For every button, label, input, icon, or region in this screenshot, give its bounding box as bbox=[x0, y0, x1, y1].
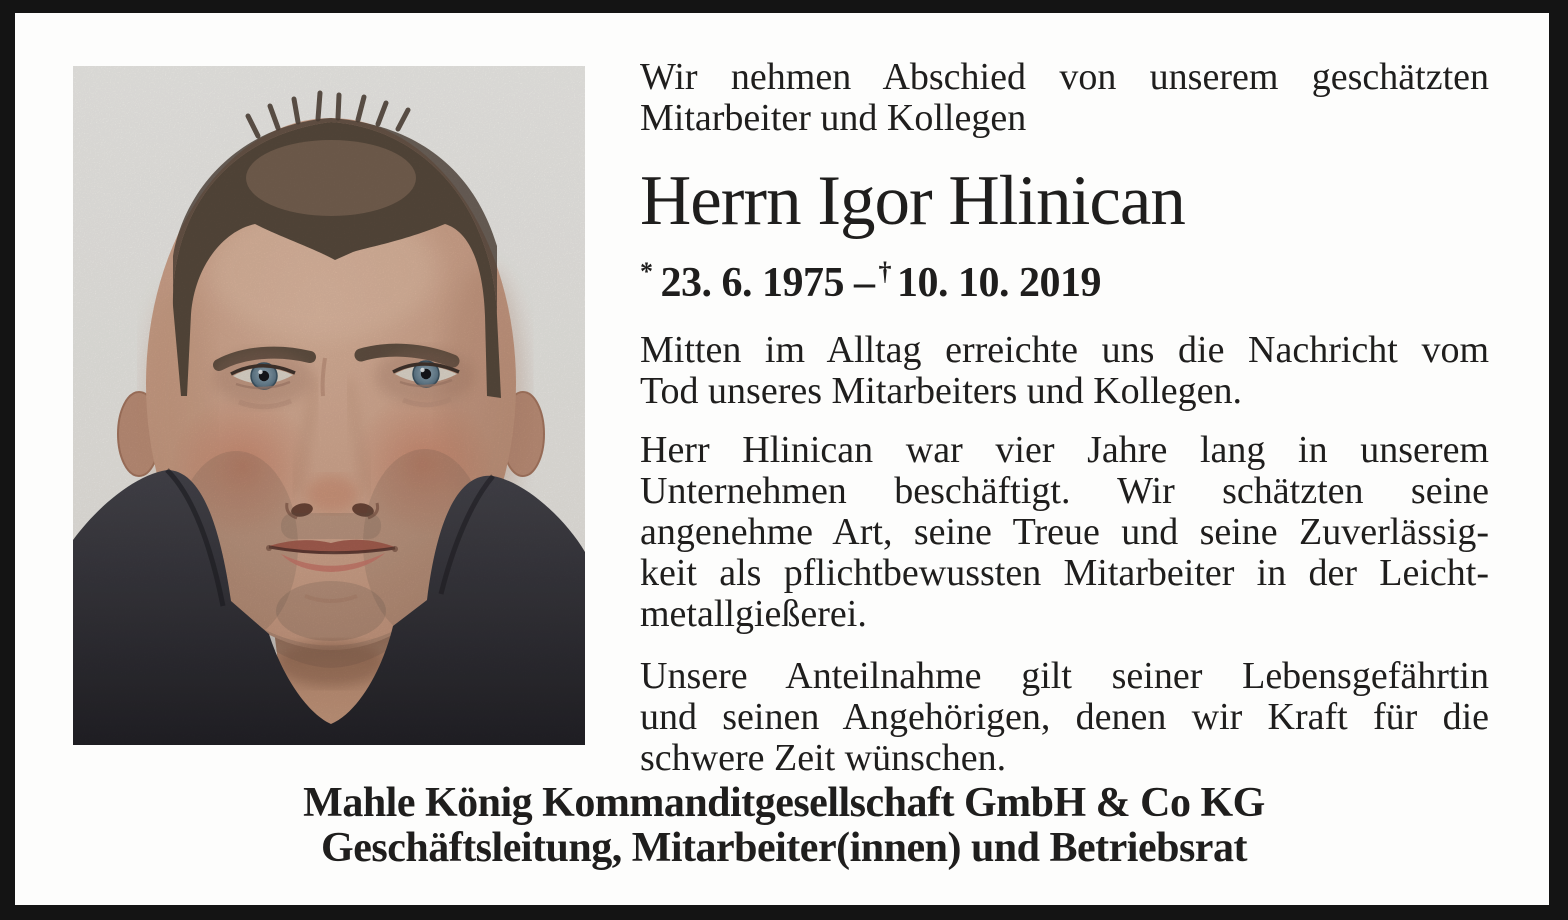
company-name: Mahle König Kommanditgesellschaft GmbH & Co KG bbox=[303, 780, 1265, 826]
birth-star-symbol: * bbox=[640, 257, 653, 286]
deceased-name: Herrn Igor Hlinican bbox=[640, 162, 1185, 240]
life-dates bbox=[640, 248, 1489, 307]
portrait-photo bbox=[73, 66, 585, 745]
signature-block bbox=[30, 781, 1538, 871]
paragraph-condolence: Unsere Anteilnahme gilt seiner Lebensgefährtin und seinen Angehörigen, denen wir Kraft für die schwere Zeit wünschen. bbox=[640, 655, 1489, 779]
photo-grain bbox=[73, 66, 585, 745]
signatories: Geschäftsleitung, Mitarbeiter(innen) und Betriebsrat bbox=[321, 825, 1247, 871]
portrait-illustration bbox=[73, 66, 585, 745]
paragraph-news: Mitten im Alltag erreichte uns die Nachricht vom Tod unseres Mitarbeiters und Kollegen. bbox=[640, 329, 1489, 412]
dates-dash: – bbox=[854, 260, 875, 306]
death-cross-symbol: † bbox=[878, 257, 891, 286]
obituary-text-column bbox=[640, 57, 1489, 779]
death-date: 10. 10. 2019 bbox=[897, 260, 1101, 306]
intro-paragraph: Wir nehmen Abschied von unserem geschätzten Mitarbeiter und Kollegen bbox=[640, 56, 1489, 139]
paragraph-tribute: Herr Hlinican war vier Jahre lang in unserem Unternehmen beschäftigt. Wir schätzten seine angenehme Art, seine Treue und seine Zuverlässig- keit als pflichtbewussten Mitarbeiter in der Leicht- metallgießerei. bbox=[640, 429, 1489, 635]
birth-date: 23. 6. 1975 bbox=[660, 260, 844, 306]
